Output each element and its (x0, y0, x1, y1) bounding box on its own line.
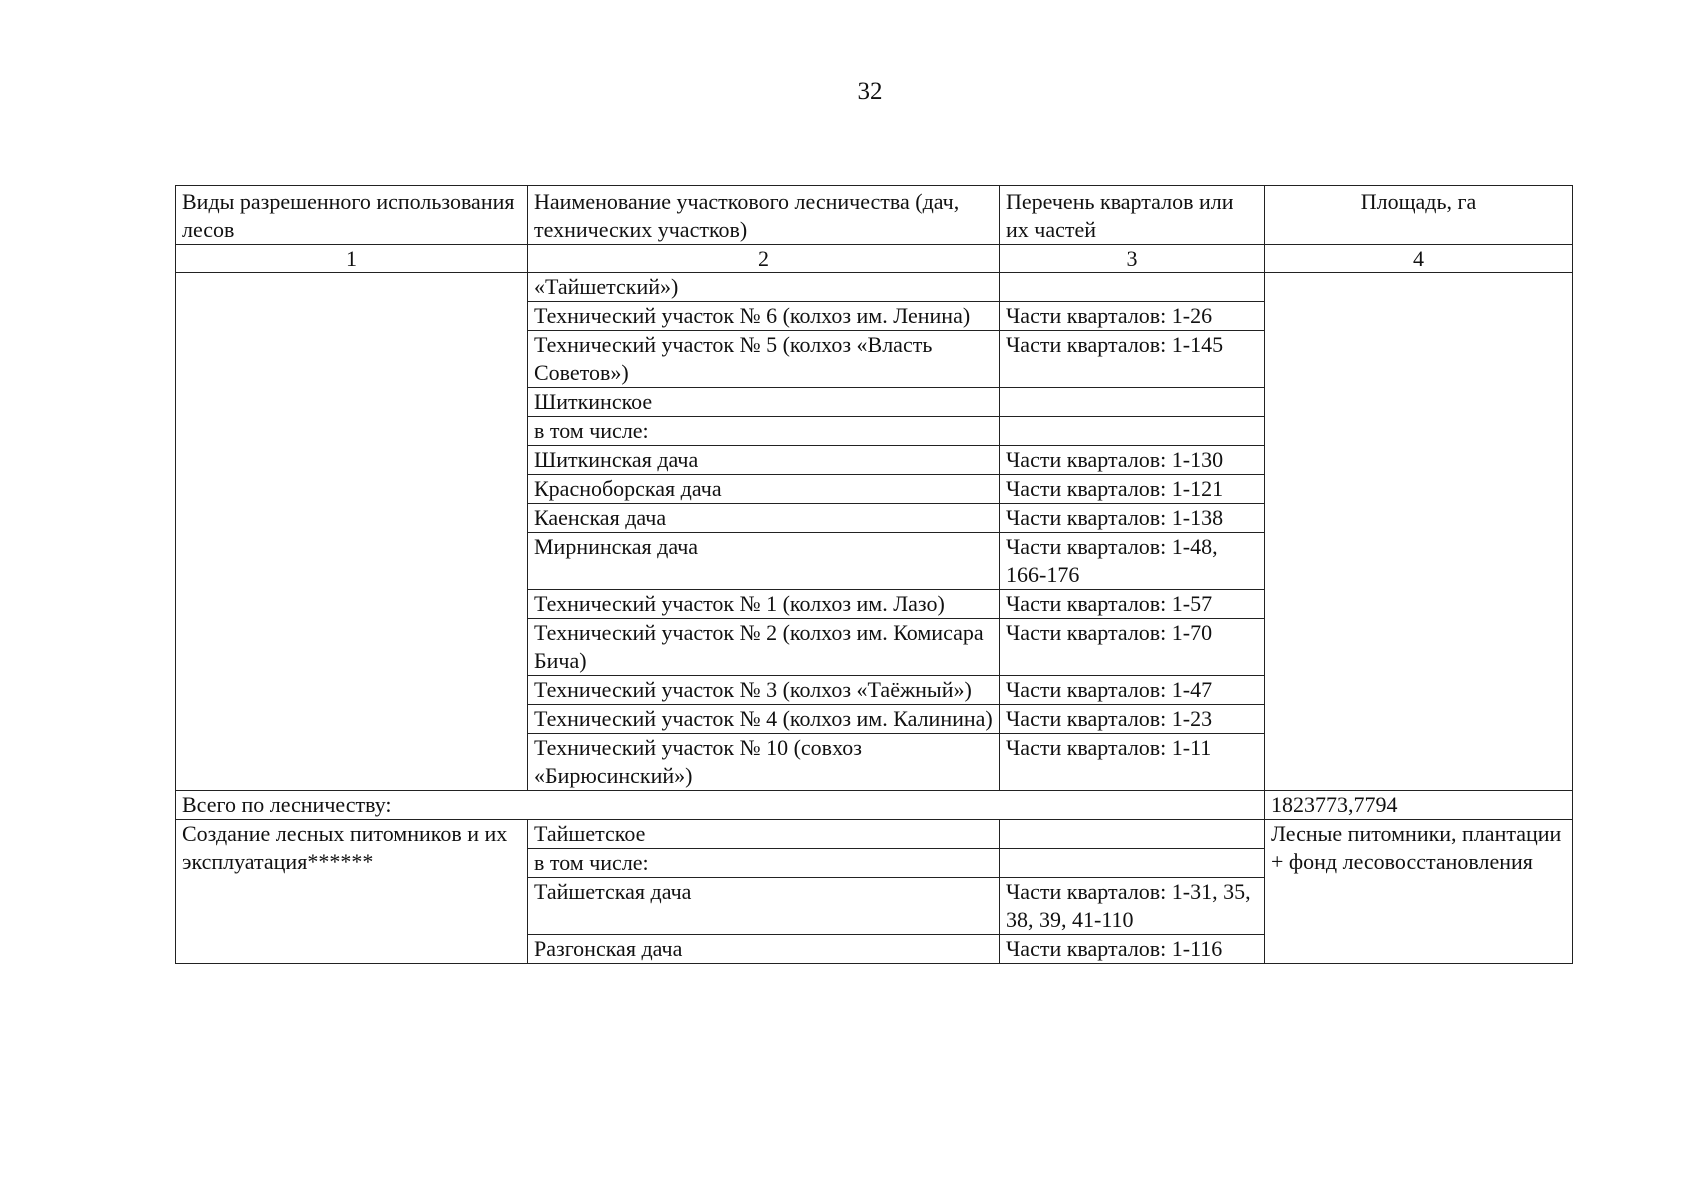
quarters-cell (1000, 820, 1265, 849)
total-value: 1823773,7794 (1265, 791, 1573, 820)
quarters-cell: Части кварталов: 1-116 (1000, 935, 1265, 964)
forestry-name-cell: Технический участок № 1 (колхоз им. Лазо) (528, 590, 1000, 619)
header-forestry-name: Наименование участкового лесничества (дач, технических участков) (528, 186, 1000, 245)
forestry-name-cell: Каенская дача (528, 504, 1000, 533)
forestry-name-cell: Тайшетская дача (528, 878, 1000, 935)
forestry-name-cell: в том числе: (528, 849, 1000, 878)
forestry-name-cell: Разгонская дача (528, 935, 1000, 964)
forestry-name-cell: Шиткинское (528, 388, 1000, 417)
forestry-name-cell: Технический участок № 10 (совхоз «Бирюсинский») (528, 734, 1000, 791)
column-number: 4 (1265, 245, 1573, 273)
forest-use-table (175, 185, 1573, 964)
area-cell-empty (1265, 273, 1573, 791)
quarters-cell (1000, 388, 1265, 417)
header-area: Площадь, га (1265, 186, 1573, 245)
header-quarters-list: Перечень кварталов или их частей (1000, 186, 1265, 245)
forestry-name-cell: Технический участок № 5 (колхоз «Власть Советов») (528, 331, 1000, 388)
total-row (176, 791, 1573, 820)
quarters-cell: Части кварталов: 1-11 (1000, 734, 1265, 791)
quarters-cell: Части кварталов: 1-23 (1000, 705, 1265, 734)
quarters-cell: Части кварталов: 1-47 (1000, 676, 1265, 705)
area-cell: Лесные питомники, плантации + фонд лесовосстановления (1265, 820, 1573, 964)
forestry-name-cell: Шиткинская дача (528, 446, 1000, 475)
quarters-cell (1000, 273, 1265, 302)
quarters-cell: Части кварталов: 1-138 (1000, 504, 1265, 533)
forestry-name-cell: Технический участок № 4 (колхоз им. Калинина) (528, 705, 1000, 734)
header-row (176, 186, 1573, 245)
forestry-name-cell: Технический участок № 3 (колхоз «Таёжный») (528, 676, 1000, 705)
quarters-cell (1000, 417, 1265, 446)
forestry-name-cell: Технический участок № 2 (колхоз им. Комисара Бича) (528, 619, 1000, 676)
forestry-name-cell: Красноборская дача (528, 475, 1000, 504)
forestry-name-cell: Технический участок № 6 (колхоз им. Ленина) (528, 302, 1000, 331)
quarters-cell (1000, 849, 1265, 878)
header-usage-type: Виды разрешенного использования лесов (176, 186, 528, 245)
forestry-name-cell: «Тайшетский») (528, 273, 1000, 302)
table-row (176, 820, 1573, 849)
quarters-cell: Части кварталов: 1-70 (1000, 619, 1265, 676)
forestry-name-cell: Мирнинская дача (528, 533, 1000, 590)
forestry-name-cell: в том числе: (528, 417, 1000, 446)
quarters-cell: Части кварталов: 1-31, 35, 38, 39, 41-110 (1000, 878, 1265, 935)
quarters-cell: Части кварталов: 1-130 (1000, 446, 1265, 475)
column-number: 2 (528, 245, 1000, 273)
quarters-cell: Части кварталов: 1-26 (1000, 302, 1265, 331)
column-number: 1 (176, 245, 528, 273)
quarters-cell: Части кварталов: 1-145 (1000, 331, 1265, 388)
table-row (176, 273, 1573, 302)
column-number-row (176, 245, 1573, 273)
usage-type-cell: Создание лесных питомников и их эксплуатация****** (176, 820, 528, 964)
total-label: Всего по лесничеству: (176, 791, 1265, 820)
quarters-cell: Части кварталов: 1-57 (1000, 590, 1265, 619)
quarters-cell: Части кварталов: 1-48, 166-176 (1000, 533, 1265, 590)
forestry-name-cell: Тайшетское (528, 820, 1000, 849)
page-number: 32 (857, 78, 883, 105)
usage-cell-empty (176, 273, 528, 791)
quarters-cell: Части кварталов: 1-121 (1000, 475, 1265, 504)
column-number: 3 (1000, 245, 1265, 273)
